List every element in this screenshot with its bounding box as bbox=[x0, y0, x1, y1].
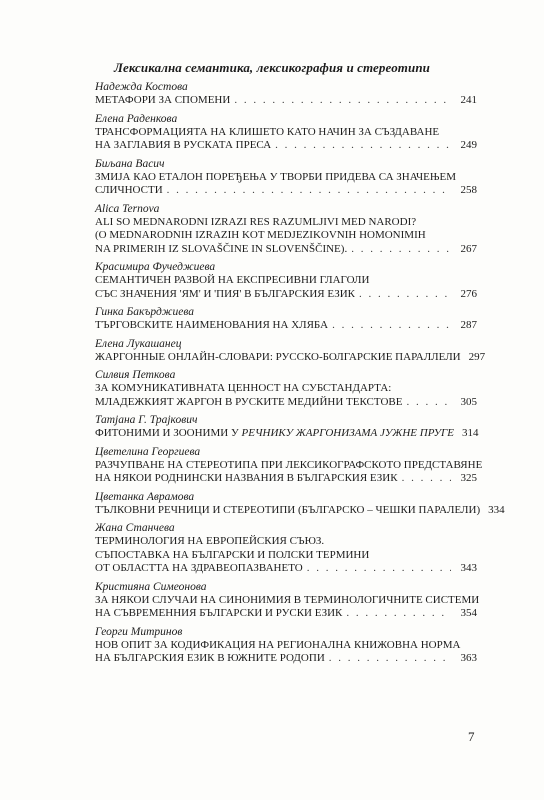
toc-entry bbox=[95, 112, 477, 153]
toc-author: Елена Лукашанец bbox=[95, 337, 182, 350]
toc-title-last-text: НА ЗАГЛАВИЯ В РУСКАТА ПРЕСА bbox=[95, 139, 272, 151]
toc-leader-dots bbox=[351, 243, 451, 257]
toc-title-last-line bbox=[95, 319, 477, 333]
toc-title-text bbox=[95, 351, 461, 365]
toc-title-last-line bbox=[95, 288, 477, 302]
toc-title-text bbox=[95, 652, 325, 666]
table-of-contents bbox=[95, 80, 505, 670]
toc-page-number: 241 bbox=[460, 94, 477, 106]
toc-title-line: ТРАНСФОРМАЦИЯТА НА КЛИШЕТО КАТО НАЧИН ЗА СЪЗДАВАНЕ bbox=[95, 125, 440, 138]
toc-title-last-line bbox=[95, 427, 477, 441]
toc-entry bbox=[95, 580, 480, 621]
toc-title-text bbox=[95, 504, 480, 518]
toc-page-number: 287 bbox=[460, 319, 477, 331]
toc-title-last-line bbox=[95, 607, 477, 621]
toc-author: Цветелина Георгиева bbox=[95, 445, 201, 458]
toc-leader-dots bbox=[359, 288, 451, 302]
toc-entry bbox=[95, 625, 477, 666]
toc-title-line: ALI SO MEDNARODNI IZRAZI RES RAZUMLJIVI MED NARODI? bbox=[95, 215, 417, 228]
toc-author: Надежда Костова bbox=[95, 81, 188, 93]
toc-title-text bbox=[95, 94, 230, 108]
toc-page-number: 314 bbox=[462, 427, 479, 439]
toc-title-last-line bbox=[95, 472, 477, 486]
toc-entry bbox=[95, 368, 477, 409]
toc-title-last-text: ФИТОНИМИ И ЗООНИМИ У bbox=[95, 427, 242, 439]
toc-author: Биљана Васич bbox=[95, 157, 165, 170]
toc-title-last-text: СЪС ЗНАЧЕНИЯ 'ЯМ' И 'ПИЯ' В БЪЛГАРСКИЯ ЕЗИК bbox=[95, 287, 355, 300]
toc-author: Гинка Бакърджиева bbox=[95, 306, 195, 318]
toc-page-number: 363 bbox=[460, 652, 477, 664]
page-number: 7 bbox=[468, 729, 475, 744]
toc-entry bbox=[95, 80, 477, 108]
toc-entry bbox=[95, 521, 477, 576]
toc-author: Елена Раденкова bbox=[95, 112, 178, 125]
toc-page-number: 305 bbox=[460, 395, 477, 408]
toc-page-number: 325 bbox=[460, 472, 477, 484]
toc-title-last-text: ОТ ОБЛАСТТА НА ЗДРАВЕОПАЗВАНЕТО bbox=[95, 562, 303, 574]
toc-title-text bbox=[95, 607, 342, 621]
toc-title-text bbox=[95, 396, 402, 410]
toc-author: Alicа Ternova bbox=[95, 202, 160, 215]
toc-leader-dots bbox=[167, 184, 451, 198]
toc-leader-dots bbox=[346, 607, 451, 621]
toc-title-last-line bbox=[95, 243, 477, 257]
toc-title-last-line bbox=[95, 139, 477, 153]
toc-title-text bbox=[95, 472, 398, 486]
toc-leader-dots bbox=[307, 562, 451, 576]
toc-leader-dots bbox=[406, 396, 451, 410]
toc-author: Цветанка Аврамова bbox=[95, 490, 195, 503]
toc-title-line: СЪПОСТАВКА НА БЪЛГАРСКИ И ПОЛСКИ ТЕРМИНИ bbox=[95, 548, 370, 561]
toc-title-last-line bbox=[95, 184, 477, 198]
toc-author: Кристияна Симеонова bbox=[95, 580, 207, 593]
toc-title-last-line bbox=[95, 94, 477, 108]
toc-title-line: ЗМИЈА КАО ЕТАЛОН ПОРЕЂЕЊА У ТВОРБИ ПРИДЕВА СА ЗНАЧЕЊЕМ bbox=[95, 170, 456, 183]
toc-title-last-line bbox=[95, 562, 477, 576]
toc-entry bbox=[95, 202, 477, 257]
toc-entry bbox=[95, 413, 477, 441]
toc-title-last-text: СЛИЧНОСТИ bbox=[95, 184, 163, 196]
toc-title-last-text: МЕТАФОРИ ЗА СПОМЕНИ bbox=[95, 94, 231, 106]
toc-title-line: ТЕРМИНОЛОГИЯ НА ЕВРОПЕЙСКИЯ СЪЮЗ. bbox=[95, 535, 325, 547]
toc-page-number: 267 bbox=[460, 242, 477, 255]
toc-author: Георги Митринов bbox=[95, 625, 183, 638]
toc-leader-dots bbox=[329, 652, 451, 666]
toc-author: Силвия Петкова bbox=[95, 369, 176, 381]
toc-title-last-line bbox=[95, 396, 477, 410]
toc-title-last-text: NA PRIMERIH IZ SLOVAŠČINE IN SLOVENŠČINE). bbox=[95, 242, 348, 255]
toc-title-line: НОВ ОПИТ ЗА КОДИФИКАЦИЯ НА РЕГИОНАЛНА КНИЖОВНА НОРМА bbox=[95, 638, 461, 651]
toc-page-number: 334 bbox=[488, 503, 505, 516]
toc-author: Татјана Г. Трајкович bbox=[95, 414, 198, 426]
toc-entry bbox=[95, 260, 477, 301]
toc-title-line: ЗА НЯКОИ СЛУЧАИ НА СИНОНИМИЯ В ТЕРМИНОЛОГИЧНИТЕ СИСТЕМИ bbox=[95, 593, 480, 606]
toc-title-last-text: ЖАРГОННЫЕ ОНЛАЙН-СЛОВАРИ: РУССКО-БОЛГАРСКИЕ ПАРАЛЛЕЛИ bbox=[95, 350, 461, 363]
toc-title-last-line bbox=[95, 652, 477, 666]
toc-title-last-line bbox=[95, 350, 486, 365]
toc-title-text bbox=[95, 288, 355, 302]
toc-leader-dots bbox=[234, 94, 451, 108]
toc-page-number: 258 bbox=[460, 184, 477, 196]
toc-title-italic-text: РЕЧНИКУ ЖАРГОНИЗАМА ЈУЖНЕ ПРУГЕ bbox=[241, 427, 455, 439]
toc-entry bbox=[95, 157, 477, 198]
toc-title-text bbox=[95, 139, 271, 153]
toc-title-text bbox=[95, 319, 328, 333]
toc-title-text bbox=[95, 184, 163, 198]
toc-leader-dots bbox=[275, 139, 451, 153]
toc-title-line: ЗА КОМУНИКАТИВНАТА ЦЕННОСТ НА СУБСТАНДАРТА: bbox=[95, 382, 392, 394]
toc-author: Жана Станчева bbox=[95, 522, 175, 534]
toc-entry bbox=[95, 305, 477, 333]
toc-entry bbox=[95, 445, 483, 486]
toc-title-line: (O MEDNARODNIH IZRAZIH KOT MEDJEZIKOVNIH HOMONIMIH bbox=[95, 229, 426, 241]
toc-title-line: РАЗЧУПВАНЕ НА СТЕРЕОТИПА ПРИ ЛЕКСИКОГРАФСКОТО ПРЕДСТАВЯНЕ bbox=[95, 458, 483, 471]
toc-title-text bbox=[95, 427, 454, 441]
toc-title-last-text: ТЪЛКОВНИ РЕЧНИЦИ И СТЕРЕОТИПИ (БЪЛГАРСКО – ЧЕШКИ ПАРАЛЕЛИ) bbox=[95, 503, 481, 516]
toc-page-number: 354 bbox=[460, 607, 477, 619]
toc-title-last-text: МЛАДЕЖКИЯТ ЖАРГОН В РУСКИТЕ МЕДИЙНИ ТЕКСТОВЕ bbox=[95, 395, 403, 408]
toc-leader-dots bbox=[402, 472, 451, 486]
toc-page-number: 297 bbox=[468, 350, 486, 363]
toc-page-number: 249 bbox=[460, 139, 477, 151]
toc-page-number: 343 bbox=[460, 562, 477, 574]
toc-title-last-text: НА СЪВРЕМЕННИЯ БЪЛГАРСКИ И РУСКИ ЕЗИК bbox=[95, 607, 343, 619]
toc-title-line: СЕМАНТИЧЕН РАЗВОЙ НА ЕКСПРЕСИВНИ ГЛАГОЛИ bbox=[95, 274, 370, 286]
section-title: Лексикална семантика, лексикография и стереотипи bbox=[113, 60, 431, 75]
toc-title-last-text: ТЪРГОВСКИТЕ НАИМЕНОВАНИЯ НА ХЛЯБА bbox=[95, 319, 329, 331]
toc-title-text bbox=[95, 243, 347, 257]
toc-leader-dots bbox=[332, 319, 451, 333]
toc-entry bbox=[95, 490, 505, 518]
toc-author: Красимира Фучеджиева bbox=[95, 261, 216, 273]
toc-title-last-text: НА НЯКОИ РОДНИНСКИ НАЗВАНИЯ В БЪЛГАРСКИЯ ЕЗИК bbox=[95, 472, 398, 484]
toc-entry bbox=[95, 337, 486, 365]
toc-title-last-line bbox=[95, 503, 505, 518]
toc-title-last-text: НА БЪЛГАРСКИЯ ЕЗИК В ЮЖНИТЕ РОДОПИ bbox=[95, 652, 325, 664]
toc-title-text bbox=[95, 562, 303, 576]
toc-page-number: 276 bbox=[460, 287, 477, 300]
